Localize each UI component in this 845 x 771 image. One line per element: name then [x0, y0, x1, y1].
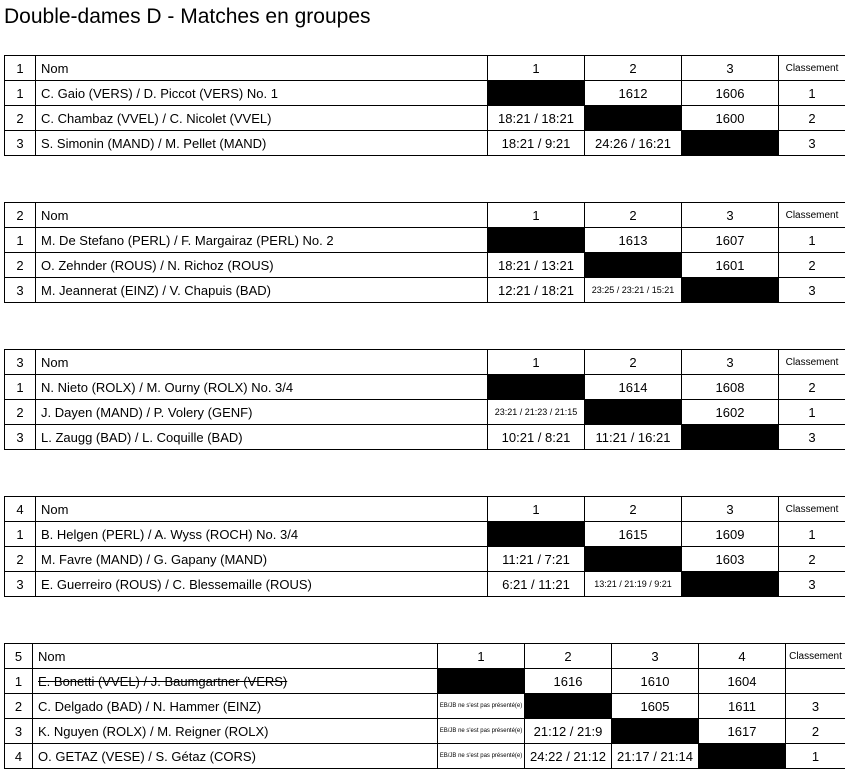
self-match-blank [488, 228, 585, 253]
match-cell[interactable]: 1616 [525, 669, 612, 694]
table-header-row [5, 350, 845, 375]
player-pair-name: M. Jeannerat (EINZ) / V. Chapuis (BAD) [36, 278, 488, 303]
table-row [5, 106, 845, 131]
match-cell[interactable]: 11:21 / 16:21 [585, 425, 682, 450]
table-row [5, 694, 845, 719]
group-table-3 [4, 349, 845, 450]
name-header: Nom [36, 497, 488, 522]
match-cell[interactable]: 24:22 / 21:12 [525, 744, 612, 769]
match-cell[interactable]: 11:21 / 7:21 [488, 547, 585, 572]
row-index: 3 [5, 719, 33, 744]
player-pair-name: B. Helgen (PERL) / A. Wyss (ROCH) No. 3/4 [36, 522, 488, 547]
self-match-blank [488, 81, 585, 106]
column-header: 2 [585, 350, 682, 375]
column-header: 2 [585, 497, 682, 522]
group-number: 3 [5, 350, 36, 375]
match-cell[interactable]: 23:21 / 21:23 / 21:15 [488, 400, 585, 425]
self-match-blank [682, 131, 779, 156]
group-number: 1 [5, 56, 36, 81]
column-header: 1 [488, 497, 585, 522]
player-pair-name: M. Favre (MAND) / G. Gapany (MAND) [36, 547, 488, 572]
column-header: 2 [585, 56, 682, 81]
match-cell[interactable]: 10:21 / 8:21 [488, 425, 585, 450]
match-cell[interactable]: 6:21 / 11:21 [488, 572, 585, 597]
self-match-blank [612, 719, 699, 744]
column-header: 2 [585, 203, 682, 228]
walkover-note[interactable]: EB/JB ne s'est pas présenté(e) [438, 719, 525, 744]
row-index: 3 [5, 572, 36, 597]
player-pair-name: O. Zehnder (ROUS) / N. Richoz (ROUS) [36, 253, 488, 278]
rank-cell: 2 [779, 253, 845, 278]
table-row [5, 375, 845, 400]
row-index: 2 [5, 253, 36, 278]
row-index: 1 [5, 228, 36, 253]
match-cell[interactable]: 1603 [682, 547, 779, 572]
rank-cell: 1 [779, 228, 845, 253]
rank-cell: 1 [786, 744, 845, 769]
match-cell[interactable]: 1601 [682, 253, 779, 278]
row-index: 2 [5, 694, 33, 719]
table-row [5, 81, 845, 106]
match-cell[interactable]: 1615 [585, 522, 682, 547]
column-header: 3 [682, 497, 779, 522]
player-pair-name: N. Nieto (ROLX) / M. Ourny (ROLX) No. 3/4 [36, 375, 488, 400]
match-cell[interactable]: 1613 [585, 228, 682, 253]
match-cell[interactable]: 13:21 / 21:19 / 9:21 [585, 572, 682, 597]
column-header: 1 [488, 350, 585, 375]
table-row [5, 131, 845, 156]
rank-cell: 3 [779, 572, 845, 597]
rank-header: Classement [779, 203, 845, 228]
self-match-blank [525, 694, 612, 719]
column-header: 3 [612, 644, 699, 669]
table-header-row [5, 203, 845, 228]
player-pair-name: S. Simonin (MAND) / M. Pellet (MAND) [36, 131, 488, 156]
group-table-4 [4, 496, 845, 597]
rank-header: Classement [779, 56, 845, 81]
self-match-blank [585, 253, 682, 278]
column-header: 3 [682, 203, 779, 228]
match-cell[interactable]: 21:12 / 21:9 [525, 719, 612, 744]
column-header: 1 [488, 203, 585, 228]
match-cell[interactable]: 1614 [585, 375, 682, 400]
row-index: 1 [5, 669, 33, 694]
table-header-row [5, 56, 845, 81]
row-index: 2 [5, 400, 36, 425]
player-pair-name-withdrawn: E. Bonetti (VVEL) / J. Baumgartner (VERS) [33, 669, 438, 694]
rank-cell: 3 [779, 425, 845, 450]
group-table-1 [4, 55, 845, 156]
match-cell[interactable]: 1600 [682, 106, 779, 131]
rank-header: Classement [779, 350, 845, 375]
row-index: 1 [5, 81, 36, 106]
row-index: 1 [5, 522, 36, 547]
match-cell[interactable]: 1607 [682, 228, 779, 253]
player-pair-name: C. Delgado (BAD) / N. Hammer (EINZ) [33, 694, 438, 719]
row-index: 1 [5, 375, 36, 400]
group-number: 4 [5, 497, 36, 522]
row-index: 3 [5, 425, 36, 450]
table-row [5, 278, 845, 303]
name-header: Nom [36, 203, 488, 228]
table-row [5, 669, 845, 694]
column-header: 1 [438, 644, 525, 669]
player-pair-name: M. De Stefano (PERL) / F. Margairaz (PERL) No. 2 [36, 228, 488, 253]
match-cell[interactable]: 1612 [585, 81, 682, 106]
self-match-blank [585, 106, 682, 131]
rank-header: Classement [779, 497, 845, 522]
column-header: 3 [682, 56, 779, 81]
row-index: 2 [5, 547, 36, 572]
self-match-blank [682, 572, 779, 597]
self-match-blank [699, 744, 786, 769]
name-header: Nom [36, 56, 488, 81]
match-cell[interactable]: 18:21 / 9:21 [488, 131, 585, 156]
rank-cell: 1 [779, 81, 845, 106]
row-index: 2 [5, 106, 36, 131]
group-number: 2 [5, 203, 36, 228]
rank-cell: 2 [786, 719, 845, 744]
player-pair-name: K. Nguyen (ROLX) / M. Reigner (ROLX) [33, 719, 438, 744]
table-row [5, 400, 845, 425]
player-pair-name: E. Guerreiro (ROUS) / C. Blessemaille (ROUS) [36, 572, 488, 597]
player-pair-name: L. Zaugg (BAD) / L. Coquille (BAD) [36, 425, 488, 450]
rank-cell: 3 [779, 131, 845, 156]
match-cell[interactable]: 1610 [612, 669, 699, 694]
match-cell[interactable]: 18:21 / 13:21 [488, 253, 585, 278]
column-header: 1 [488, 56, 585, 81]
row-index: 4 [5, 744, 33, 769]
table-row [5, 253, 845, 278]
column-header: 3 [682, 350, 779, 375]
match-cell[interactable]: 24:26 / 16:21 [585, 131, 682, 156]
match-cell[interactable]: 1617 [699, 719, 786, 744]
table-header-row [5, 644, 845, 669]
walkover-note[interactable]: EB/JB ne s'est pas présenté(e) [438, 744, 525, 769]
self-match-blank [585, 400, 682, 425]
player-pair-name: C. Chambaz (VVEL) / C. Nicolet (VVEL) [36, 106, 488, 131]
table-row [5, 228, 845, 253]
table-row [5, 744, 845, 769]
player-pair-name: J. Dayen (MAND) / P. Volery (GENF) [36, 400, 488, 425]
column-header: 4 [699, 644, 786, 669]
rank-cell: 1 [779, 400, 845, 425]
match-cell[interactable]: 1608 [682, 375, 779, 400]
rank-cell [786, 669, 845, 694]
match-cell[interactable]: 1609 [682, 522, 779, 547]
match-cell[interactable]: 23:25 / 23:21 / 15:21 [585, 278, 682, 303]
match-cell[interactable]: 12:21 / 18:21 [488, 278, 585, 303]
self-match-blank [488, 375, 585, 400]
row-index: 3 [5, 131, 36, 156]
walkover-note[interactable]: EB/JB ne s'est pas présenté(e) [438, 694, 525, 719]
self-match-blank [682, 278, 779, 303]
rank-cell: 3 [786, 694, 845, 719]
table-row [5, 719, 845, 744]
self-match-blank [488, 522, 585, 547]
self-match-blank [682, 425, 779, 450]
player-pair-name: O. GETAZ (VESE) / S. Gétaz (CORS) [33, 744, 438, 769]
group-table-5 [4, 643, 845, 769]
table-header-row [5, 497, 845, 522]
name-header: Nom [36, 350, 488, 375]
table-row [5, 425, 845, 450]
rank-cell: 2 [779, 547, 845, 572]
column-header: 2 [525, 644, 612, 669]
match-cell[interactable]: 1611 [699, 694, 786, 719]
table-row [5, 547, 845, 572]
group-number: 5 [5, 644, 33, 669]
table-row [5, 522, 845, 547]
match-cell[interactable]: 1606 [682, 81, 779, 106]
rank-cell: 2 [779, 375, 845, 400]
page-title: Double-dames D - Matches en groupes [4, 5, 371, 28]
table-row [5, 572, 845, 597]
player-pair-name: C. Gaio (VERS) / D. Piccot (VERS) No. 1 [36, 81, 488, 106]
rank-header: Classement [786, 644, 845, 669]
rank-cell: 3 [779, 278, 845, 303]
row-index: 3 [5, 278, 36, 303]
match-cell[interactable]: 21:17 / 21:14 [612, 744, 699, 769]
self-match-blank [585, 547, 682, 572]
name-header: Nom [33, 644, 438, 669]
rank-cell: 2 [779, 106, 845, 131]
self-match-blank [438, 669, 525, 694]
match-cell[interactable]: 1602 [682, 400, 779, 425]
match-cell[interactable]: 18:21 / 18:21 [488, 106, 585, 131]
match-cell[interactable]: 1604 [699, 669, 786, 694]
match-cell[interactable]: 1605 [612, 694, 699, 719]
rank-cell: 1 [779, 522, 845, 547]
group-table-2 [4, 202, 845, 303]
